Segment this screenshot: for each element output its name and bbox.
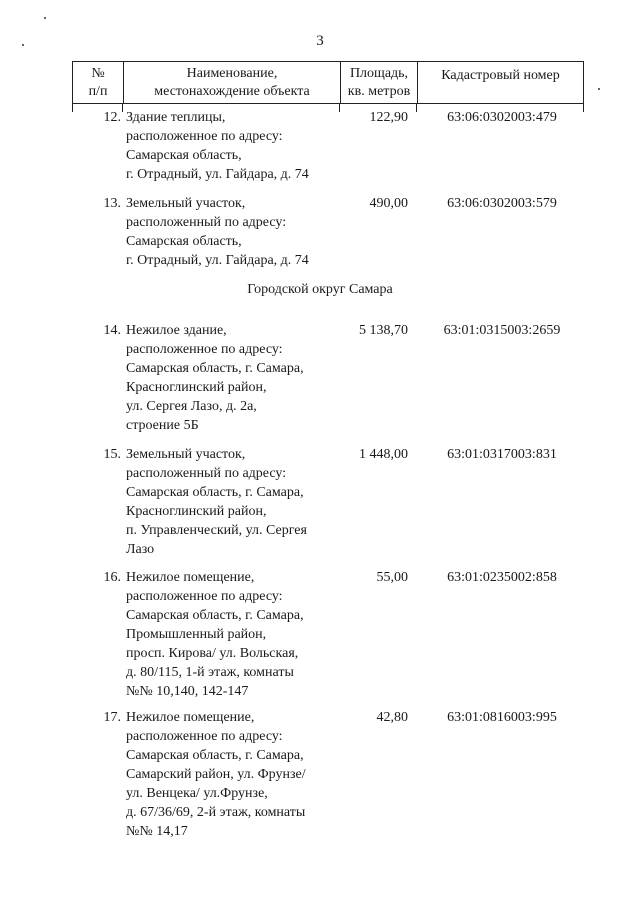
row-name bbox=[126, 568, 346, 701]
name-line: Самарская область, г. Самара, bbox=[126, 485, 304, 500]
row-area: 490,00 bbox=[369, 196, 408, 211]
name-line: Самарский район, ул. Фрунзе/ bbox=[126, 767, 306, 782]
row-number: 15. bbox=[103, 447, 121, 462]
name-line: Лазо bbox=[126, 542, 155, 557]
header-text: Кадастровый номер bbox=[441, 68, 560, 83]
row-cadastral: 63:06:0302003:579 bbox=[447, 196, 557, 211]
row-cadastral: 63:01:0235002:858 bbox=[447, 570, 557, 585]
table-divider bbox=[416, 104, 417, 112]
name-line: Нежилое здание, bbox=[126, 323, 227, 338]
scan-speck bbox=[44, 17, 46, 19]
header-text: кв. метров bbox=[347, 84, 411, 99]
name-line: Здание теплицы, bbox=[126, 110, 226, 125]
row-area: 5 138,70 bbox=[359, 323, 408, 338]
header-number bbox=[73, 62, 123, 103]
header-cadastral bbox=[417, 62, 583, 103]
name-line: Нежилое помещение, bbox=[126, 570, 255, 585]
name-line: п. Управленческий, ул. Сергея bbox=[126, 523, 307, 538]
name-line: Земельный участок, bbox=[126, 196, 246, 211]
name-line: Промышленный район, bbox=[126, 627, 267, 642]
name-line: Самарская область, bbox=[126, 234, 242, 249]
row-number: 14. bbox=[103, 323, 121, 338]
row-cadastral: 63:01:0315003:2659 bbox=[443, 323, 561, 338]
row-name bbox=[126, 321, 346, 435]
header-text: Площадь, bbox=[349, 66, 409, 81]
name-line: Красноглинский район, bbox=[126, 380, 267, 395]
scan-speck bbox=[598, 88, 600, 90]
header-text: № bbox=[91, 66, 105, 81]
row-name bbox=[126, 708, 346, 841]
row-name bbox=[126, 445, 346, 559]
row-name bbox=[126, 194, 346, 270]
name-line: расположенный по адресу: bbox=[126, 466, 287, 481]
section-title: Городской округ Самара bbox=[247, 282, 393, 297]
name-line: расположенное по адресу: bbox=[126, 342, 283, 357]
name-line: Нежилое помещение, bbox=[126, 710, 255, 725]
name-line: д. 67/36/69, 2-й этаж, комнаты bbox=[126, 805, 306, 820]
name-line: ул. Венцека/ ул.Фрунзе, bbox=[126, 786, 268, 801]
name-line: Самарская область, г. Самара, bbox=[126, 361, 304, 376]
name-line: просп. Кирова/ ул. Вольская, bbox=[126, 646, 299, 661]
header-area bbox=[340, 62, 417, 103]
page-number: 3 bbox=[316, 33, 324, 49]
row-area: 55,00 bbox=[376, 570, 408, 585]
row-cadastral: 63:06:0302003:479 bbox=[447, 110, 557, 125]
row-cadastral: 63:01:0317003:831 bbox=[447, 447, 557, 462]
name-line: Красноглинский район, bbox=[126, 504, 267, 519]
row-cadastral: 63:01:0816003:995 bbox=[447, 710, 557, 725]
name-line: расположенный по адресу: bbox=[126, 215, 287, 230]
name-line: расположенное по адресу: bbox=[126, 589, 283, 604]
row-number: 16. bbox=[103, 570, 121, 585]
row-number: 13. bbox=[103, 196, 121, 211]
scan-speck bbox=[22, 44, 24, 46]
name-line: Самарская область, г. Самара, bbox=[126, 608, 304, 623]
name-line: Самарская область, г. Самара, bbox=[126, 748, 304, 763]
row-area: 42,80 bbox=[376, 710, 408, 725]
row-name bbox=[126, 108, 346, 184]
header-text: п/п bbox=[88, 84, 108, 99]
header-text: местонахождение объекта bbox=[154, 84, 310, 99]
header-text: Наименование, bbox=[186, 66, 278, 81]
name-line: д. 80/115, 1-й этаж, комнаты bbox=[126, 665, 294, 680]
table-header bbox=[72, 61, 584, 104]
table-divider bbox=[122, 104, 123, 112]
header-name bbox=[123, 62, 340, 103]
name-line: №№ 14,17 bbox=[126, 824, 188, 839]
name-line: г. Отрадный, ул. Гайдара, д. 74 bbox=[126, 253, 309, 268]
name-line: Самарская область, bbox=[126, 148, 242, 163]
row-area: 1 448,00 bbox=[359, 447, 408, 462]
name-line: расположенное по адресу: bbox=[126, 129, 283, 144]
name-line: строение 5Б bbox=[126, 418, 199, 433]
name-line: №№ 10,140, 142-147 bbox=[126, 684, 249, 699]
row-number: 17. bbox=[103, 710, 121, 725]
name-line: расположенное по адресу: bbox=[126, 729, 283, 744]
name-line: Земельный участок, bbox=[126, 447, 246, 462]
row-number: 12. bbox=[103, 110, 121, 125]
name-line: г. Отрадный, ул. Гайдара, д. 74 bbox=[126, 167, 309, 182]
name-line: ул. Сергея Лазо, д. 2а, bbox=[126, 399, 257, 414]
row-area: 122,90 bbox=[369, 110, 408, 125]
